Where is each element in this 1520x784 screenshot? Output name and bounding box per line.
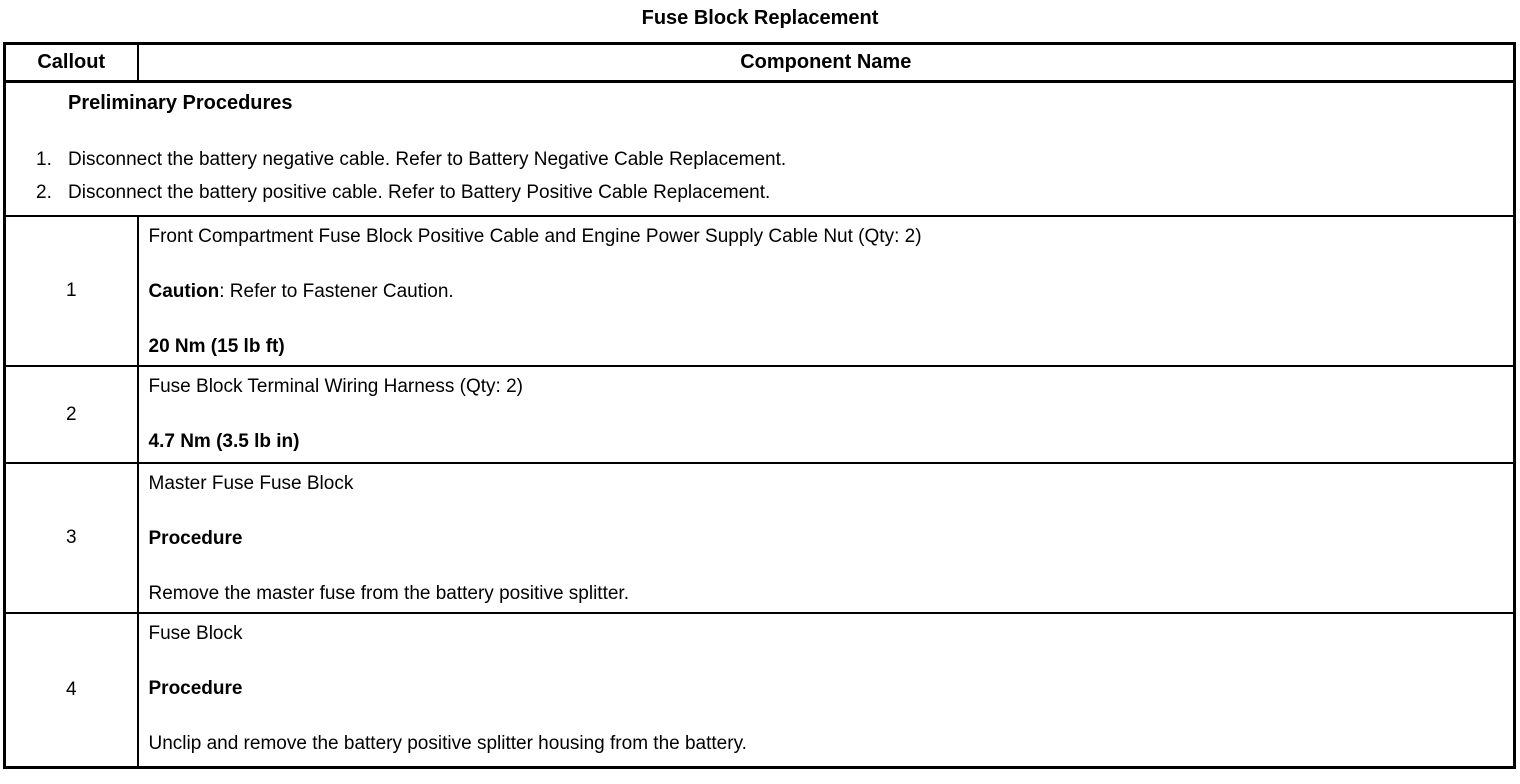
- fuse-block-replacement-table: [3, 42, 1516, 769]
- table-header-row: [5, 44, 1515, 82]
- caution-note: [149, 280, 1504, 304]
- torque-spec: 20 Nm (15 lb ft): [148, 336, 285, 357]
- torque-spec: 4.7 Nm (3.5 lb in): [148, 431, 300, 452]
- component-name-text: Master Fuse Fuse Block: [148, 473, 354, 494]
- component-cell: [138, 366, 1515, 463]
- preliminary-step-2: [36, 176, 1503, 209]
- caution-text: : Refer to Fastener Caution.: [219, 281, 454, 302]
- callout-column-header: Callout: [5, 44, 138, 82]
- table-row: [5, 216, 1515, 366]
- callout-number: 4: [5, 613, 138, 767]
- component-cell: [138, 463, 1515, 613]
- preliminary-procedures-cell: [5, 82, 1515, 217]
- component-name-text: Fuse Block: [148, 623, 243, 644]
- caution-label: Caution: [148, 281, 220, 302]
- preliminary-step-1: [36, 143, 1503, 176]
- component-cell: [138, 613, 1515, 767]
- procedure-label: Procedure: [148, 678, 243, 699]
- step-text: Disconnect the battery positive cable. Refer to Battery Positive Cable Replacement.: [68, 182, 771, 203]
- table-row: [5, 613, 1515, 767]
- component-cell: [138, 216, 1515, 366]
- table-row: [5, 463, 1515, 613]
- callout-number: 2: [5, 366, 138, 463]
- component-name-text: Fuse Block Terminal Wiring Harness (Qty: 2): [148, 376, 523, 397]
- component-name-text: Front Compartment Fuse Block Positive Cable and Engine Power Supply Cable Nut (Qty: 2): [148, 226, 922, 247]
- table-row: [5, 366, 1515, 463]
- step-number: 1.: [36, 149, 52, 170]
- procedure-text: Remove the master fuse from the battery positive splitter.: [148, 583, 629, 604]
- procedure-label: Procedure: [148, 528, 243, 549]
- step-text: Disconnect the battery negative cable. Refer to Battery Negative Cable Replacement.: [68, 149, 787, 170]
- component-name-column-header: Component Name: [138, 44, 1515, 82]
- step-number: 2.: [36, 182, 52, 203]
- callout-number: 3: [5, 463, 138, 613]
- preliminary-procedures-row: [5, 82, 1515, 217]
- callout-number: 1: [5, 216, 138, 366]
- preliminary-procedures-heading: Preliminary Procedures: [68, 92, 293, 114]
- procedure-text: Unclip and remove the battery positive splitter housing from the battery.: [148, 733, 747, 754]
- page-title: Fuse Block Replacement: [641, 7, 879, 29]
